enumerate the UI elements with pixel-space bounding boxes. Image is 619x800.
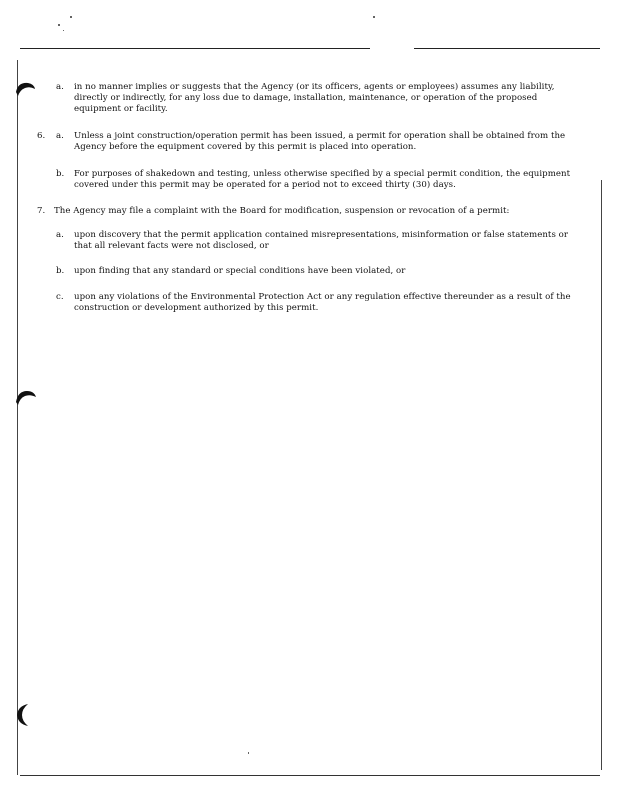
- top-rule: [20, 48, 600, 49]
- binder-hole-icon: [14, 388, 36, 406]
- right-edge-line: [601, 180, 602, 770]
- item-text: upon finding that any standard or special conditions have been violated, or: [74, 266, 406, 276]
- top-rule-gap: [370, 46, 414, 50]
- item-letter: a.: [56, 230, 64, 240]
- binder-hole-icon: [14, 702, 36, 728]
- item-letter: b.: [56, 266, 65, 276]
- item-text: For purposes of shakedown and testing, unless otherwise specified by a special permit condition, the equipment covered under this permit may be operated for a period not to exceed thirty (30) days.: [74, 169, 571, 190]
- item-text: upon any violations of the Environmental Protection Act or any regulation effective thereunder as a result of the construction or development authorized by this permit.: [74, 292, 571, 313]
- scan-speck: [373, 16, 375, 18]
- item-text: in no manner implies or suggests that the Agency (or its officers, agents or employees) assumes any liability, directly or indirectly, for any loss due to damage, installation, maintenance, or operation of the proposed equipment or facility.: [74, 82, 555, 114]
- bottom-rule: [20, 775, 600, 776]
- item-text: The Agency may file a complaint with the Board for modification, suspension or revocation of a permit:: [54, 206, 510, 216]
- item-text: Unless a joint construction/operation permit has been issued, a permit for operation shall be obtained from the Agency before the equipment covered by this permit is placed into operation.: [74, 131, 566, 152]
- left-edge-line: [17, 60, 18, 775]
- item-number: 6.: [37, 131, 46, 141]
- item-letter: c.: [56, 292, 64, 302]
- scan-speck: [70, 16, 72, 18]
- scan-speck: [63, 30, 64, 31]
- binder-hole-icon: [14, 80, 36, 98]
- item-letter: b.: [56, 169, 65, 179]
- scan-speck: [58, 24, 60, 26]
- item-letter: a.: [56, 131, 64, 141]
- item-number: 7.: [37, 206, 46, 216]
- item-text: upon discovery that the permit application contained misrepresentations, misinformation or false statements or that all relevant facts were not disclosed, or: [74, 230, 569, 251]
- scan-speck: [248, 752, 249, 754]
- item-letter: a.: [56, 82, 64, 92]
